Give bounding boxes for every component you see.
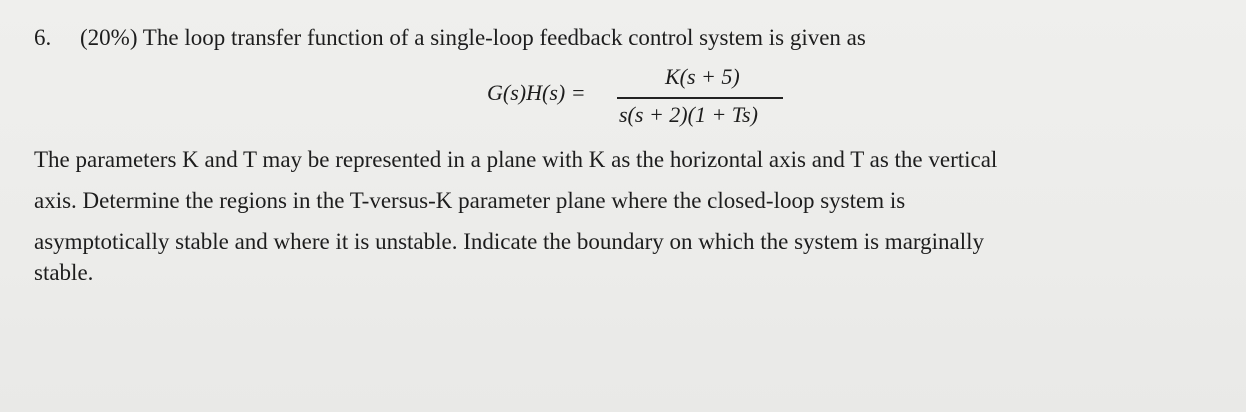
problem-body-line: axis. Determine the regions in the T-versus-K parameter plane where the closed-loop system is	[34, 188, 906, 213]
problem-number: 6.	[34, 25, 52, 50]
problem-body-line: stable.	[34, 260, 94, 285]
problem-intro: (20%) The loop transfer function of a single-loop feedback control system is given as	[80, 25, 866, 50]
problem-body-line: The parameters K and T may be represented in a plane with K as the horizontal axis and T as the vertical	[34, 147, 998, 172]
formula-denominator: s(s + 2)(1 + Ts)	[619, 102, 758, 127]
formula-numerator: K(s + 5)	[665, 64, 740, 89]
problem-body-line: asymptotically stable and where it is unstable. Indicate the boundary on which the system is marginally	[34, 229, 985, 254]
fraction-bar	[617, 97, 783, 99]
formula-lhs: G(s)H(s) =	[487, 80, 586, 105]
